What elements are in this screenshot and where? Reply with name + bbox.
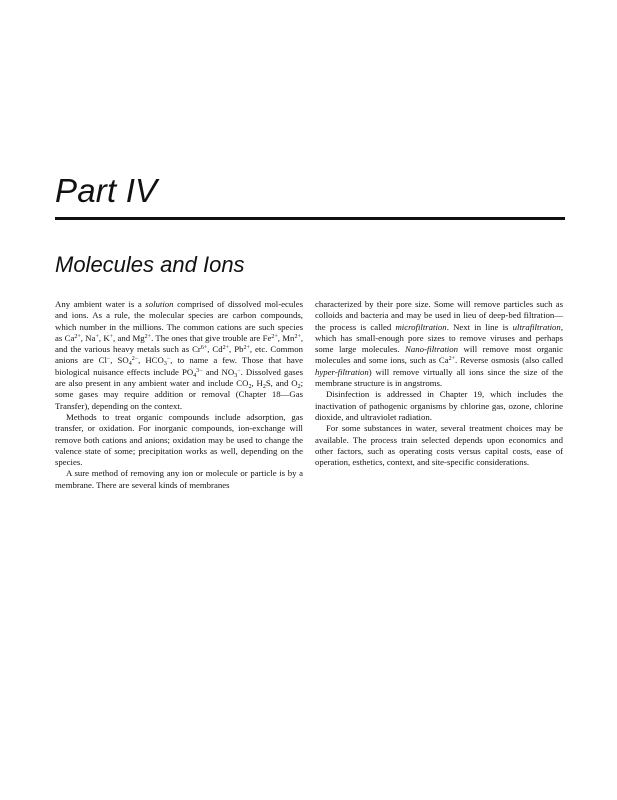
methods-paragraph: Methods to treat organic compounds include adsorption, gas transfer, or oxidation. For inorganic compounds, ion-exchange will remove both cations and anions; oxidation may be used to change the valence state of some; precipitation works as well, depending on the species. <box>55 411 303 468</box>
filtration-paragraph: characterized by their pore size. Some will remove particles such as colloids and bacteria and may be used in lieu of deep-bed filtration—the process is called microfiltration. Next in line is ultrafiltration, which has small-enough pore sizes to remove viruses and perhaps some large molecules. Nano-filtration will remove most organic molecules and some ions, such as $Ca^{2+}$. Reverse osmosis (also called hyper-filtration) will remove virtually all ions since the size of the membrane structure is in angstroms. <box>315 299 563 389</box>
right-column <box>315 299 563 468</box>
part-title-rule <box>55 217 565 220</box>
part-title: Part IV <box>55 172 158 209</box>
membrane-paragraph: A sure method of removing any ion or molecule or particle is by a membrane. There are several kinds of membranes <box>55 468 303 490</box>
left-column <box>55 299 303 491</box>
treatment-choices-paragraph: For some substances in water, several treatment choices may be available. The process train selected depends upon economics and other factors, such as operating costs versus capital costs, ease of operation, esthetics, context, and site-specific considerations. <box>315 423 563 468</box>
section-title: Molecules and Ions <box>55 252 245 277</box>
intro-paragraph: Any ambient water is a solution comprised of dissolved mol-ecules and ions. As a rule, the molecular species are carbon compounds, which number in the millions. The common cations are such species as $Ca^{2+}$, Na+, K+, and $Mg^{2+}$. The ones that give trouble are $Fe^{2+}$, $Mn^{2+}$, and the various heavy metals such as $Cr^{6+}$, $Cd^{2+}$, $Pb^{2+}$, etc. Common anions are Cl−, $SO_4^{2-}$, $HCO_3^-$, to name a few. Those that have biological nuisance effects include $PO_4^{3-}$ and $NO_3^-$. Dissolved gases are also present in any ambient water and include $CO_2$, $H_2S$, and $O_2$; some gases may require addition or removal (Chapter 18—Gas Transfer), depending on the context. <box>55 299 304 411</box>
disinfection-paragraph: Disinfection is addressed in Chapter 19, which includes the inactivation of pathogenic organisms by chlorine gas, ozone, chlorine dioxide, and ultraviolet radiation. <box>315 389 563 422</box>
